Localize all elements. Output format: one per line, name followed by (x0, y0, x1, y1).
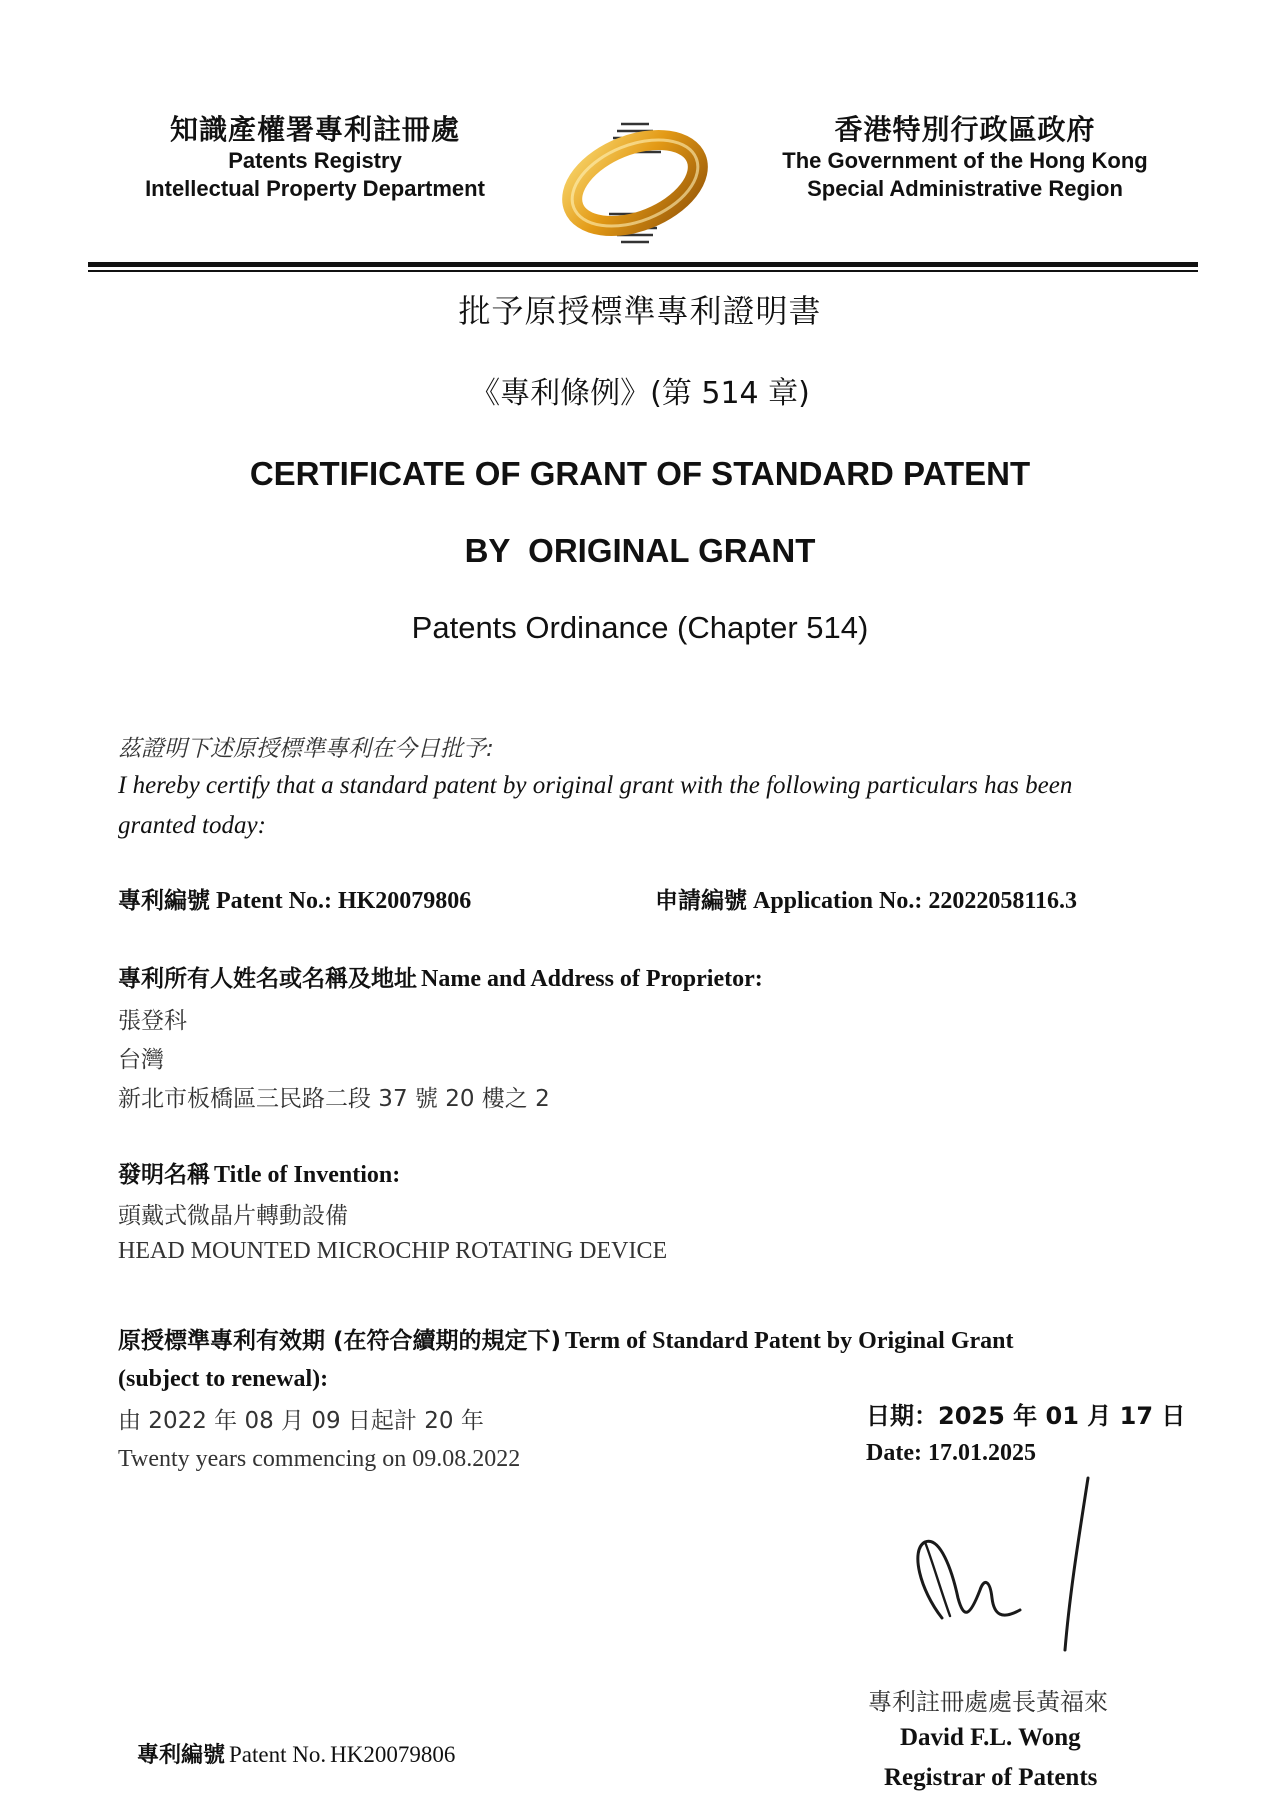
footer-patent-label-en: Patent No. (229, 1742, 327, 1767)
certify-text-en-2: granted today: (118, 812, 266, 839)
invention-title-en: HEAD MOUNTED MICROCHIP ROTATING DEVICE (118, 1238, 668, 1264)
header-divider-thin (88, 270, 1198, 272)
registry-name-en-2: Intellectual Property Department (145, 175, 485, 201)
header-right (745, 112, 1185, 202)
application-number-value: 22022058116.3 (928, 888, 1078, 914)
patent-number-label-zh: 專利編號 (118, 888, 210, 914)
proprietor-label (118, 960, 763, 993)
patent-number-label-en: Patent No.: (216, 888, 332, 914)
header-divider-thick (88, 262, 1198, 267)
ordinance-en: Patents Ordinance (Chapter 514) (411, 610, 869, 645)
header-left (110, 112, 520, 202)
issue-date-en: Date: 17.01.2025 (866, 1440, 1036, 1466)
certify-text-zh: 茲證明下述原授標準專利在今日批予: (118, 736, 494, 762)
certify-text-en-1: I hereby certify that a standard patent by original grant with the following particulars has been (118, 772, 1073, 799)
registrar-title: Registrar of Patents (884, 1764, 1098, 1791)
term-label-en: Term of Standard Patent by Original Grant (565, 1328, 1014, 1354)
government-name-en-2: Special Administrative Region (807, 175, 1123, 201)
certificate-title-en-1: CERTIFICATE OF GRANT OF STANDARD PATENT (249, 455, 1031, 492)
proprietor-region: 台灣 (118, 1047, 164, 1073)
proprietor-label-zh: 專利所有人姓名或名稱及地址 (118, 966, 417, 992)
certificate-title-zh: 批予原授標準專利證明書 (458, 292, 822, 330)
term-label (118, 1322, 1013, 1355)
proprietor-name: 張登科 (118, 1008, 187, 1034)
registrar-name-zh: 專利註冊處處長黃福來 (868, 1688, 1108, 1716)
issue-date-zh: 日期：2025 年 01 月 17 日 (866, 1402, 1186, 1430)
certificate-title-en-2: BY ORIGINAL GRANT (464, 532, 816, 569)
application-number-label-zh: 申請編號 (655, 888, 747, 914)
invention-label-en: Title of Invention: (214, 1162, 401, 1188)
government-name-en-1: The Government of the Hong Kong (782, 148, 1148, 173)
ordinance-zh: 《專利條例》(第 514 章) (470, 376, 810, 411)
registry-name-zh: 知識產權署專利註冊處 (169, 113, 460, 146)
application-number-label-en: Application No.: (753, 888, 923, 914)
footer-patent-number (137, 1738, 455, 1769)
proprietor-label-en: Name and Address of Proprietor: (421, 966, 763, 992)
invention-title-zh: 頭戴式微晶片轉動設備 (118, 1203, 348, 1229)
term-label-en-2: (subject to renewal): (118, 1366, 329, 1392)
footer-patent-value: HK20079806 (330, 1742, 456, 1767)
patent-number-value: HK20079806 (337, 888, 472, 914)
term-value-en: Twenty years commencing on 09.08.2022 (118, 1446, 521, 1472)
term-value-zh: 由 2022 年 08 月 09 日起計 20 年 (118, 1408, 484, 1434)
proprietor-address: 新北市板橋區三民路二段 37 號 20 樓之 2 (118, 1086, 550, 1112)
registrar-name-en: David F.L. Wong (900, 1724, 1081, 1751)
gold-ring-emblem-icon (555, 118, 715, 248)
footer-patent-label-zh: 專利編號 (137, 1743, 226, 1768)
patent-number-row (118, 882, 471, 915)
application-number-row (655, 882, 1077, 915)
term-label-zh: 原授標準專利有效期 (在符合續期的規定下) (118, 1328, 562, 1354)
invention-label (118, 1156, 400, 1189)
registry-name-en-1: Patents Registry (228, 148, 402, 173)
government-name-zh: 香港特別行政區政府 (834, 113, 1096, 146)
registrar-signature (880, 1470, 1120, 1660)
invention-label-zh: 發明名稱 (118, 1162, 210, 1188)
